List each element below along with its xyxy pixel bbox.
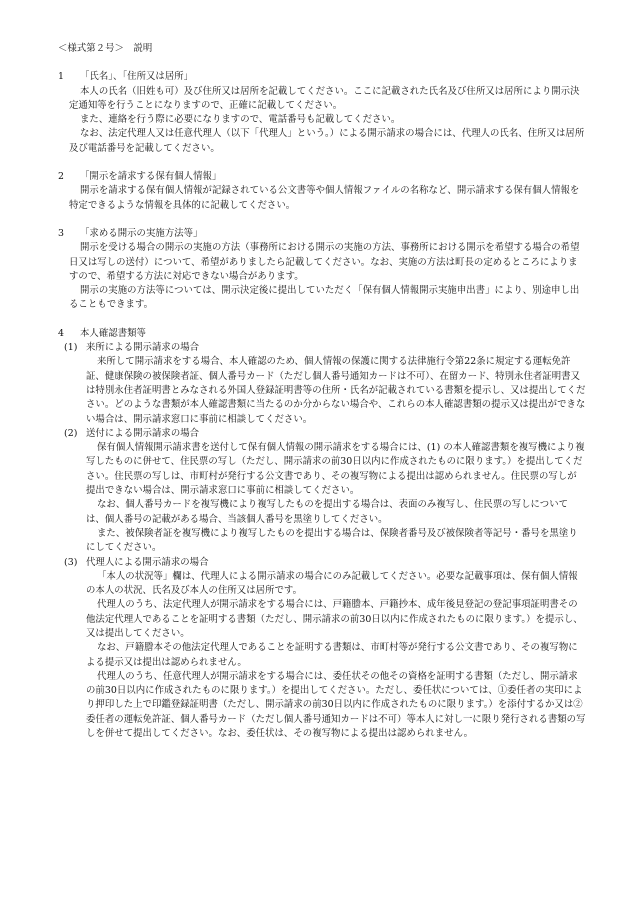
paragraph: 開示の実施の方法等については、開示決定後に提出していただく「保有個人情報開示実施申出書」により、別途申し出ることもできます。 bbox=[69, 285, 580, 311]
subsection-heading-text: 送付による開示請求の場合 bbox=[86, 427, 200, 439]
section-name-address bbox=[58, 70, 586, 156]
subsection-by-mail bbox=[58, 427, 586, 441]
section-heading bbox=[58, 170, 586, 184]
paragraph: 代理人のうち、法定代理人が開示請求をする場合には、戸籍謄本、戸籍抄本、成年後見登記の登記事項証明書その他法定代理人であることを証明する書類（ただし、開示請求の前30日以内に作成されたものに限ります。）を提示し、又は提出してください。 bbox=[86, 599, 583, 639]
paragraph: なお、戸籍謄本その他法定代理人であることを証明する書類は、市町村等が発行する公文書であり、その複写物による提示又は提出は認められません。 bbox=[86, 642, 578, 668]
subsection-number: (3) bbox=[64, 556, 78, 568]
section-number: 4 bbox=[58, 327, 65, 339]
document-page bbox=[58, 42, 586, 755]
section-identity-documents bbox=[58, 327, 586, 742]
section-number: 2 bbox=[58, 171, 65, 183]
paragraph: また、被保険者証を複写機により複写したものを提出する場合は、保険者番号及び被保険者等記号・番号を黒塗りにしてください。 bbox=[86, 527, 578, 554]
document-title: ＜様式第２号＞ 説明 bbox=[58, 43, 153, 54]
section-number: 1 bbox=[58, 71, 65, 83]
section-heading bbox=[58, 327, 586, 341]
paragraph: 本人の氏名（旧姓も可）及び住所又は居所を記載してください。ここに記載された氏名及び住所又は居所により開示決定通知等を行うことになりますので、正確に記載してください。 bbox=[69, 85, 580, 111]
section-heading bbox=[58, 70, 586, 84]
paragraph: 開示を請求する保有個人情報が記録されている公文書等や個人情報ファイルの名称など、開示請求する保有個人情報を特定できるような情報を具体的に記載してください。 bbox=[69, 185, 580, 211]
section-heading-text: 「氏名」、「住所又は居所」 bbox=[80, 71, 194, 83]
subsection-by-agent bbox=[58, 556, 586, 570]
subsection-in-person bbox=[58, 341, 586, 355]
section-disclosure-method bbox=[58, 227, 586, 313]
subsection-heading-text: 代理人による開示請求の場合 bbox=[86, 556, 209, 568]
paragraph: 来所して開示請求をする場合、本人確認のため、個人情報の保護に関する法律施行令第22条に規定する運転免許証、健康保険の被保険者証、個人番号カード（ただし個人番号通知カードは不可）、在留カード、特別永住者証明書又は特別永住者証明書とみなされる外国人登録証明書等の住所・氏名が記載されている書類を提示し、又は提出してください。どのような書類が本人確認書類に当たるのか分からない場合や、これらの本人確認書類の提示又は提出ができない場合は、開示請求窓口に事前に相談してください。 bbox=[86, 356, 586, 425]
section-personal-info bbox=[58, 170, 586, 213]
paragraph: 開示を受ける場合の開示の実施の方法（事務所における開示の実施の方法、事務所における開示を希望する場合の希望日又は写しの送付）について、希望がありましたら記載してください。なお、実施の方法は町長の定めるところによりますので、希望する方法に対応できない場合があります。 bbox=[69, 242, 580, 282]
paragraph: なお、法定代理人又は任意代理人（以下「代理人」という。）による開示請求の場合には、代理人の氏名、住所又は居所及び電話番号を記載してください。 bbox=[69, 128, 585, 154]
subsection-number: (1) bbox=[64, 342, 78, 354]
paragraph: なお、個人番号カードを複写機により複写したものを提出する場合は、表面のみ複写し、住民票の写しについては、個人番号の記載がある場合、当該個人番号を黒塗りしてください。 bbox=[86, 499, 569, 525]
subsection-number: (2) bbox=[64, 427, 78, 439]
section-heading-text: 本人確認書類等 bbox=[80, 327, 146, 339]
section-heading bbox=[58, 227, 586, 241]
section-number: 3 bbox=[58, 227, 65, 239]
paragraph: 保有個人情報開示請求書を送付して保有個人情報の開示請求をする場合には、(1) の本人確認書類を複写機により複写したものに併せて、住民票の写し（ただし、開示請求の前30日以内に作成されたものに限ります。）を提出してください。住民票の写しは、市町村が発行する公文書であり、その複写物による提出は認められません。住民票の写しが提出できない場合は、開示請求窓口に事前に相談してください。 bbox=[86, 442, 585, 497]
paragraph: また、連絡を行う際に必要になりますので、電話番号も記載してください。 bbox=[80, 114, 401, 126]
paragraph: 代理人のうち、任意代理人が開示請求をする場合には、委任状その他その資格を証明する書類（ただし、開示請求の前30日以内に作成されたものに限ります。）を提出してください。ただし、委任状については、①委任者の実印により押印した上で印鑑登録証明書（ただし、開示請求の前30日以内に作成されたものに限ります。）を添付するか又は②委任者の運転免許証、個人番号カード（ただし個人番号通知カードは不可）等本人に対し一に限り発行される書類の写しを併せて提出してください。なお、委任状は、その複写物による提出は認められません。 bbox=[86, 670, 586, 740]
paragraph: 「本人の状況等」欄は、代理人による開示請求の場合にのみ記載してください。必要な記載事項は、保有個人情報の本人の状況、氏名及び本人の住所又は居所です。 bbox=[86, 570, 578, 597]
subsection-heading-text: 来所による開示請求の場合 bbox=[86, 342, 200, 354]
section-heading-text: 「開示を請求する保有個人情報」 bbox=[80, 171, 222, 183]
section-heading-text: 「求める開示の実施方法等」 bbox=[80, 227, 203, 239]
